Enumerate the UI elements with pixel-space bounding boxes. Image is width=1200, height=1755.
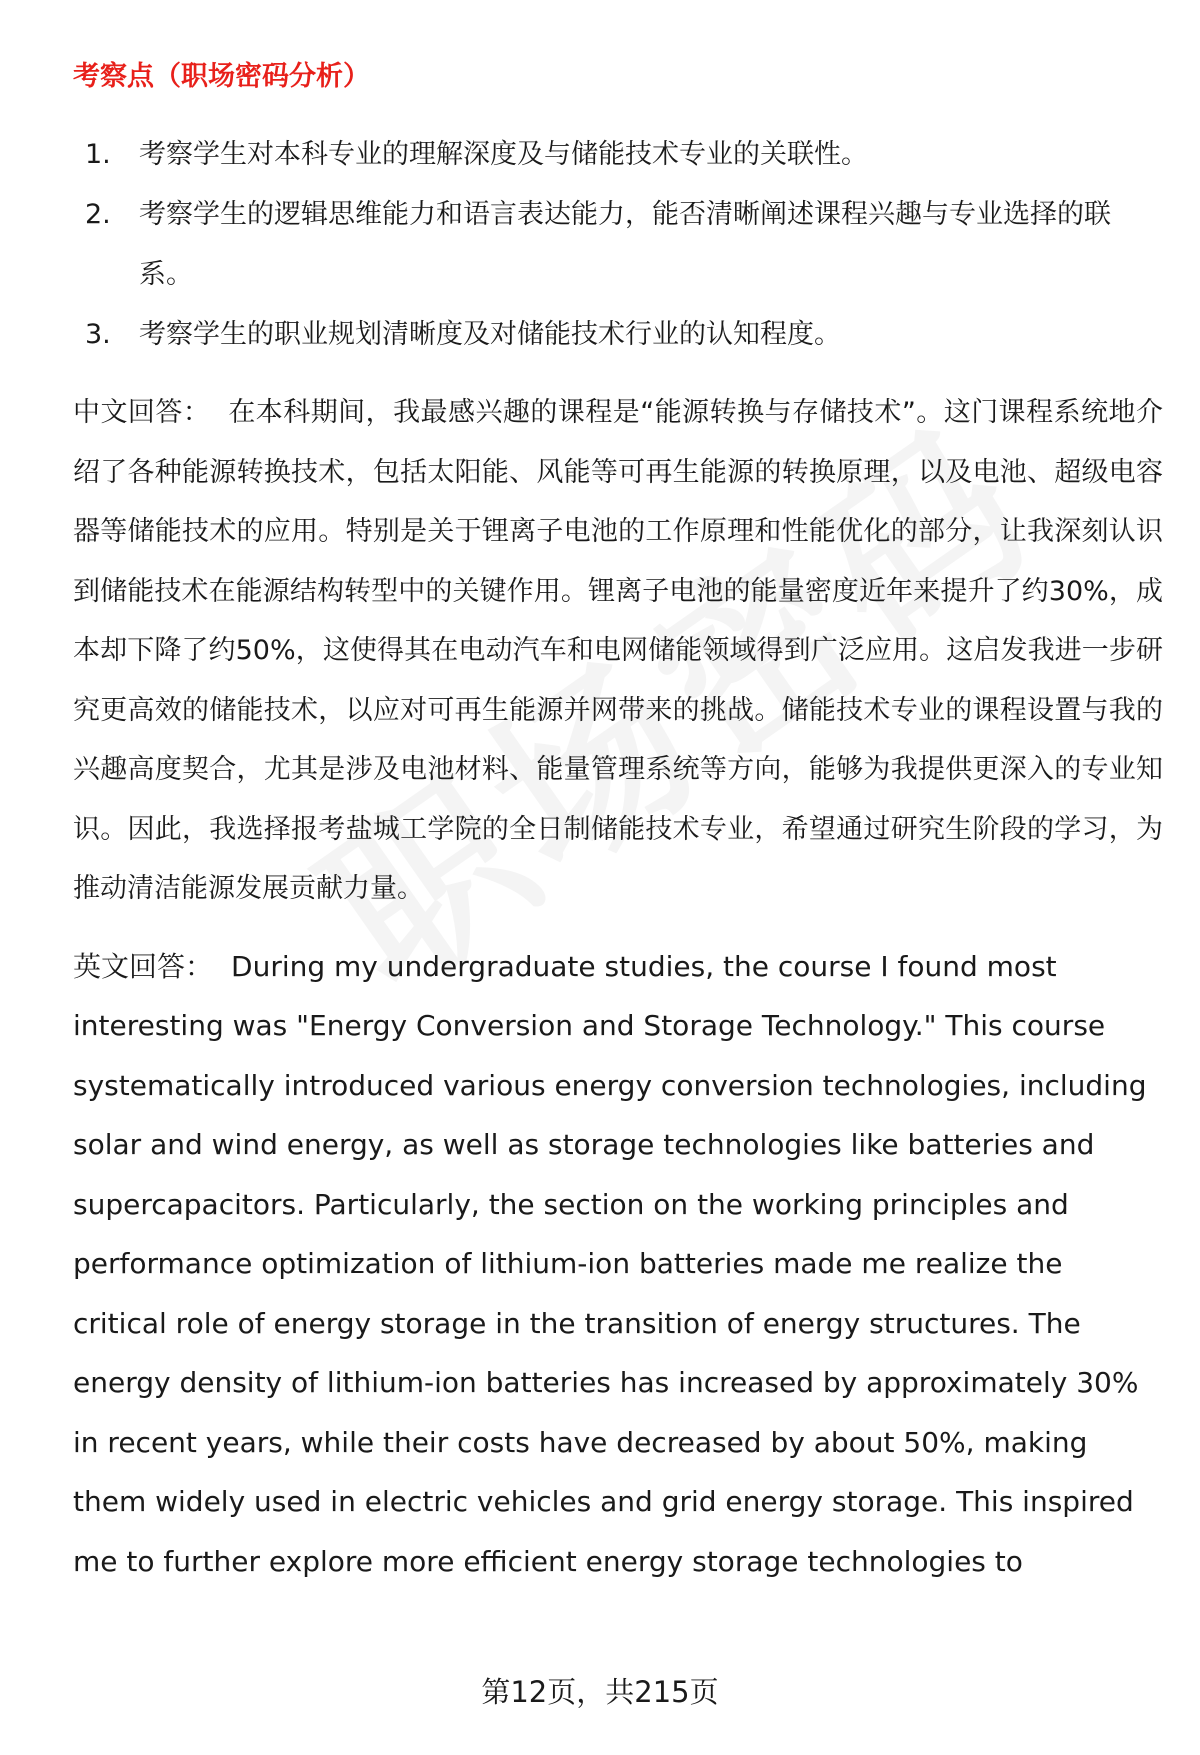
english-answer-label: 英文回答： [73, 949, 214, 983]
english-answer-text: During my undergraduate studies, the course I found most interesting was "Energy Conversion and Storage Technology." This course systematically introduced various energy conversion technologies, including solar and wind energy, as well as storage technologies like batteries and supercapacitors. Particularly, the section on the working principles and performance optimization of lithium-ion batteries made me realize the critical role of energy storage in the transition of energy structures. The energy density of lithium-ion batteries has increased by approximately 30% in recent years, while their costs have decreased by about 50%, making them widely used in electric vehicles and grid energy storage. This inspired me to further explore more efficient energy storage technologies to [73, 949, 1147, 1578]
list-item-text: 考察学生对本科专业的理解深度及与储能技术专业的关联性。 [139, 139, 868, 170]
page-number: 第12页，共215页 [481, 1675, 719, 1709]
list-item [73, 125, 1163, 185]
list-item-text: 考察学生的逻辑思维能力和语言表达能力，能否清晰阐述课程兴趣与专业选择的联系。 [139, 199, 1111, 290]
list-item-number: 3. [85, 319, 111, 350]
chinese-answer-text: 在本科期间，我最感兴趣的课程是“能源转换与存储技术”。这门课程系统地介绍了各种能源转换技术，包括太阳能、风能等可再生能源的转换原理，以及电池、超级电容器等储能技术的应用。特别是关于锂离子电池的工作原理和性能优化的部分，让我深刻认识到储能技术在能源结构转型中的关键作用。锂离子电池的能量密度近年来提升了约30%，成本却下降了约50%，这使得其在电动汽车和电网储能领域得到广泛应用。这启发我进一步研究更高效的储能技术，以应对可再生能源并网带来的挑战。储能技术专业的课程设置与我的兴趣高度契合，尤其是涉及电池材料、能量管理系统等方向，能够为我提供更深入的专业知识。因此，我选择报考盐城工学院的全日制储能技术专业，希望通过研究生阶段的学习，为推动清洁能源发展贡献力量。 [73, 397, 1163, 904]
list-item-number: 2. [85, 199, 111, 230]
list-item [73, 305, 1163, 365]
chinese-answer-label: 中文回答： [73, 397, 211, 428]
chinese-answer-paragraph [73, 383, 1163, 919]
list-item [73, 185, 1163, 305]
english-answer-paragraph [73, 937, 1163, 1592]
document-content [73, 55, 1163, 1609]
list-item-text: 考察学生的职业规划清晰度及对储能技术行业的认知程度。 [139, 319, 841, 350]
list-item-number: 1. [85, 139, 111, 170]
section-title: 考察点（职场密码分析） [73, 61, 370, 92]
evaluation-points-list [73, 125, 1163, 365]
